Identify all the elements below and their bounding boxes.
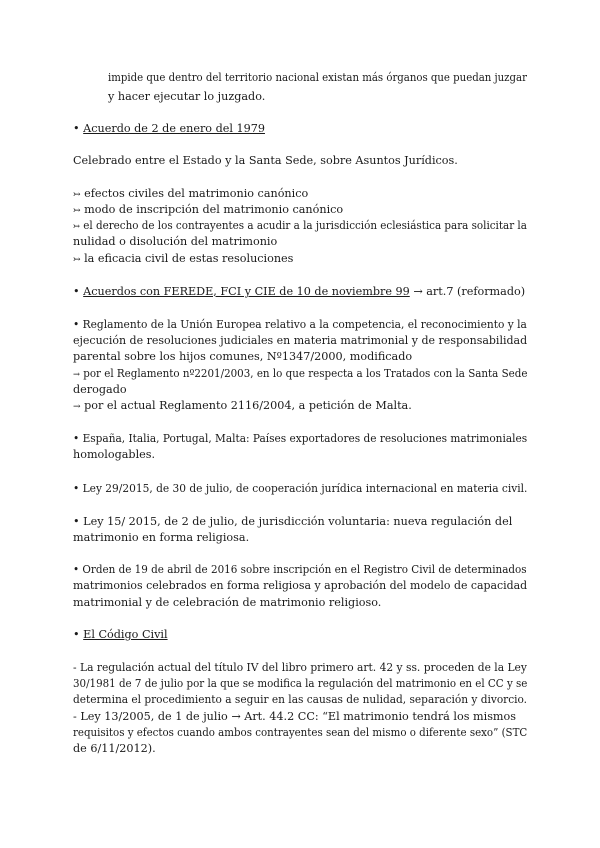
list-item: [73, 202, 343, 219]
arrow-icon: ↣: [73, 255, 81, 265]
regulacion-line-5: requisitos y efectos cuando ambos contrayentes sean del mismo o diferente sexo” (STC: [73, 726, 528, 739]
ley15-line-1: • Ley 15/ 2015, de 2 de julio, de jurisdicción voluntaria: nueva regulación del: [73, 515, 513, 528]
ley29-line-1: • Ley 29/2015, de 30 de julio, de cooperación jurídica internacional en materia civil.: [73, 482, 528, 495]
reglamento-sub-1: [73, 366, 527, 383]
orden-line-1: • Orden de 19 de abril de 2016 sobre inscripción en el Registro Civil de determinados: [73, 563, 527, 576]
acuerdo-1979-heading: [73, 121, 265, 137]
reglamento-line-3: parental sobre los hijos comunes, Nº1347/2000, modificado: [73, 350, 413, 363]
reglamento-line-2: ejecución de resoluciones judiciales en materia matrimonial y de responsabilidad: [73, 334, 528, 347]
bullet: •: [73, 122, 80, 135]
list-item-text: nulidad o disolución del matrimonio: [73, 235, 278, 248]
list-item: [73, 218, 527, 235]
regulacion-line-4: - Ley 13/2005, de 1 de julio → Art. 44.2 CC: “El matrimonio tendrá los mismos: [73, 710, 517, 723]
list-item: [73, 251, 293, 268]
list-item-text: la eficacia civil de estas resoluciones: [84, 252, 294, 265]
list-item-text: modo de inscripción del matrimonio canónico: [84, 203, 344, 216]
orden-line-3: matrimonial y de celebración de matrimonio religioso.: [73, 596, 382, 609]
acuerdo-1979-title: Acuerdo de 2 de enero del 1979: [83, 122, 265, 135]
intro-line-2: y hacer ejecutar lo juzgado.: [108, 90, 266, 103]
bullet: •: [73, 285, 80, 298]
regulacion-line-2: 30/1981 de 7 de julio por la que se modifica la regulación del matrimonio en el CC y se: [73, 677, 528, 690]
regulacion-line-6: de 6/11/2012).: [73, 742, 156, 755]
ley15-line-2: matrimonio en forma religiosa.: [73, 531, 250, 544]
list-item-continuation: [73, 234, 277, 250]
paises-line-1: • España, Italia, Portugal, Malta: Países exportadores de resoluciones matrimoniales: [73, 432, 528, 445]
intro-line-1: impide que dentro del territorio nacional existan más órganos que puedan juzgar: [108, 71, 527, 84]
codigo-civil-title: El Código Civil: [83, 628, 168, 641]
arrow-icon: →: [73, 370, 80, 380]
codigo-civil-heading: [73, 627, 168, 643]
paises-line-2: homologables.: [73, 448, 156, 461]
reglamento-sub-1-cont: derogado: [73, 383, 127, 396]
acuerdos-1999-suffix: → art.7 (reformado): [409, 285, 526, 298]
acuerdos-1999-title: Acuerdos con FEREDE, FCI y CIE de 10 de noviembre 99: [83, 285, 410, 298]
reglamento-sub-1-text: por el Reglamento nº2201/2003, en lo que respecta a los Tratados con la Santa Sede: [79, 367, 528, 380]
bullet: •: [73, 628, 80, 641]
list-item-text: el derecho de los contrayentes a acudir a la jurisdicción eclesiástica para solicitar la: [83, 219, 527, 232]
orden-line-2: matrimonios celebrados en forma religiosa y aprobación del modelo de capacidad: [73, 579, 528, 592]
list-item: [73, 186, 308, 203]
arrow-icon: ↣: [73, 206, 81, 216]
arrow-icon: ↣: [73, 190, 81, 200]
regulacion-line-3: determina el procedimiento a seguir en las causas de nulidad, separación y divorcio.: [73, 693, 528, 706]
acuerdos-1999-heading: [73, 284, 525, 300]
reglamento-sub-2-text: por el actual Reglamento 2116/2004, a petición de Malta.: [80, 399, 412, 412]
arrow-icon: →: [73, 402, 81, 412]
regulacion-line-1: - La regulación actual del título IV del libro primero art. 42 y ss. proceden de la Ley: [73, 661, 527, 674]
list-item-text: efectos civiles del matrimonio canónico: [84, 187, 309, 200]
acuerdo-1979-description: Celebrado entre el Estado y la Santa Sede, sobre Asuntos Jurídicos.: [73, 154, 458, 167]
arrow-icon: ↣: [73, 222, 80, 232]
reglamento-sub-2: [73, 398, 412, 415]
reglamento-line-1: • Reglamento de la Unión Europea relativo a la competencia, el reconocimiento y la: [73, 318, 527, 331]
